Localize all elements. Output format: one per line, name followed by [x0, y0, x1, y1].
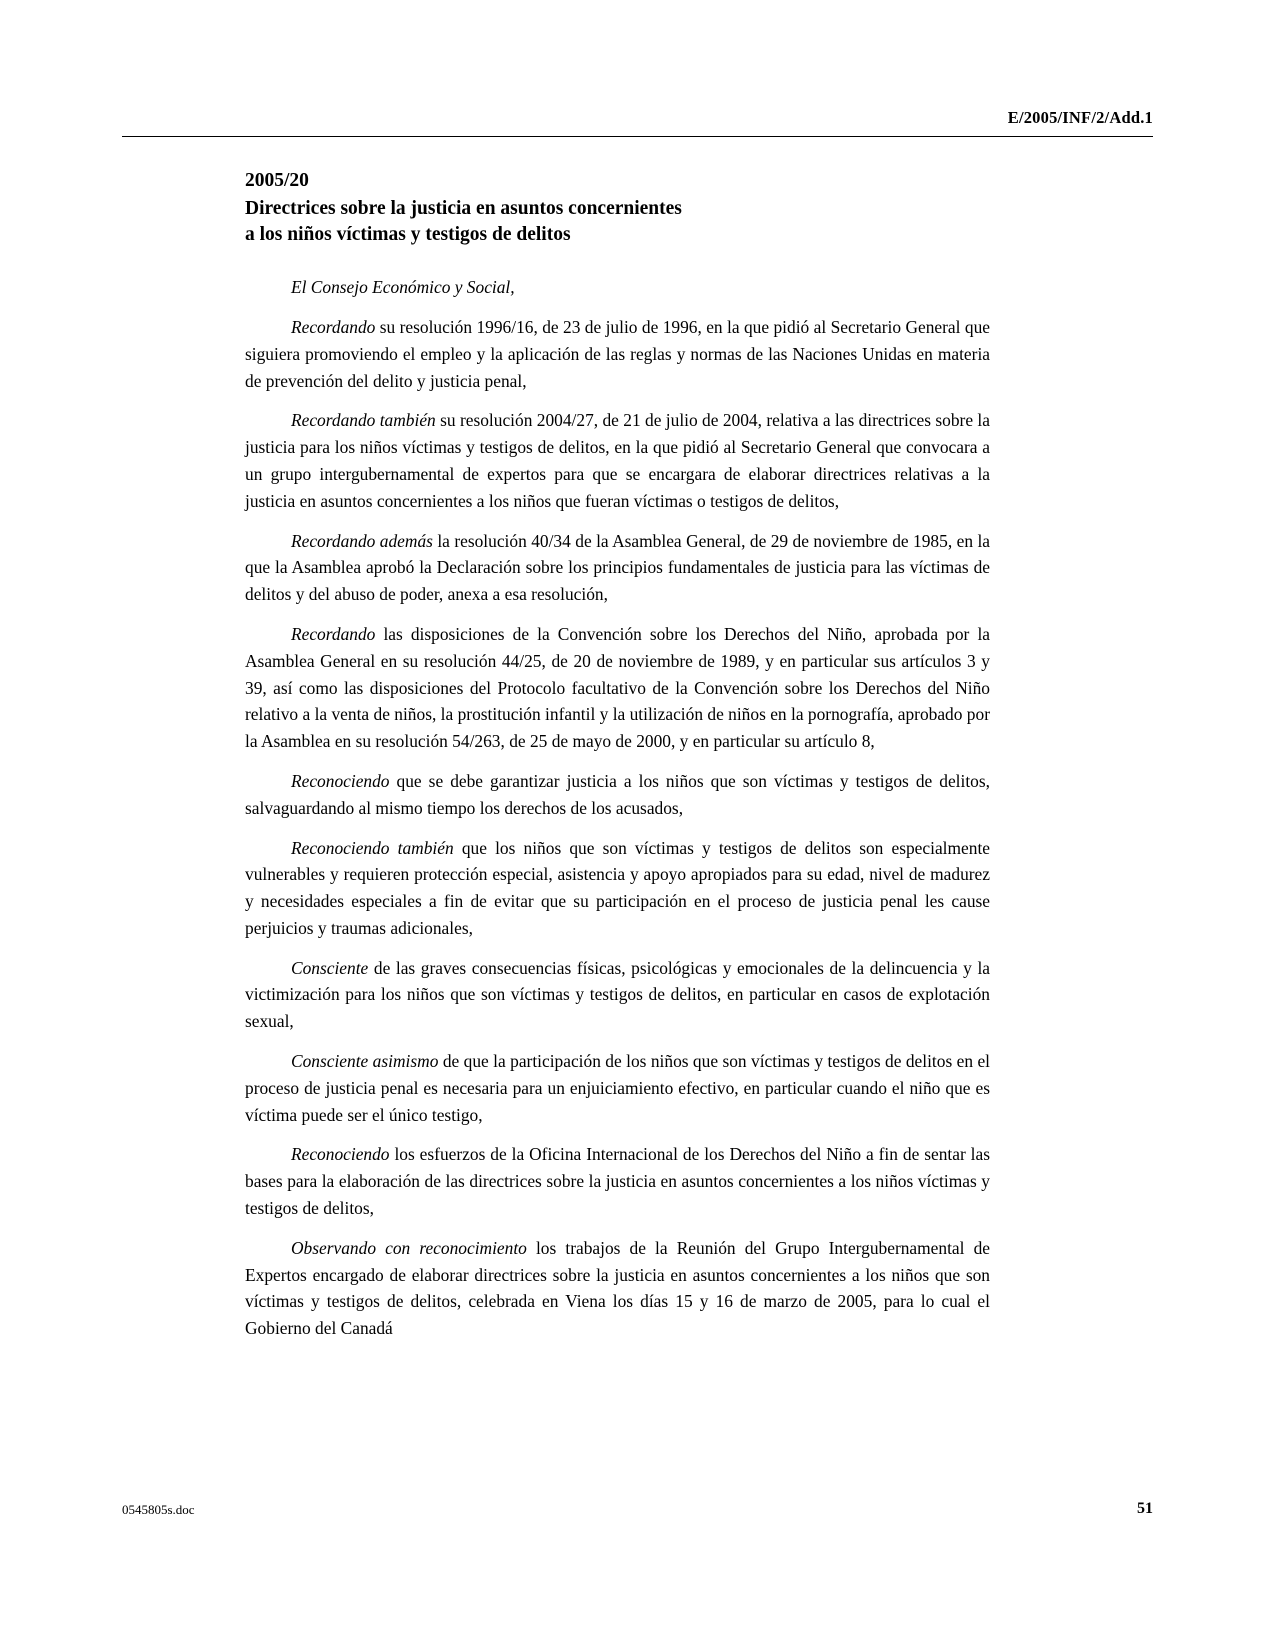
header-divider — [122, 136, 1153, 137]
preamble-paragraph — [245, 1048, 990, 1128]
document-body — [245, 168, 990, 1355]
paragraph-lead: Recordando además — [291, 530, 433, 551]
paragraph-text: de las graves consecuencias físicas, psicológicas y emocionales de la delincuencia y la victimización para los niños que son víctimas y testigos de delitos, en particular en casos de explotación sexual, — [245, 957, 990, 1032]
page-number: 51 — [1137, 1500, 1153, 1517]
preamble-paragraph — [245, 1141, 990, 1221]
footer-doc-id: 0545805s.doc — [122, 1502, 195, 1517]
preamble-paragraph — [245, 528, 990, 608]
paragraph-lead: Consciente — [291, 957, 369, 978]
paragraph-lead: Recordando también — [291, 410, 436, 431]
title-line-1: Directrices sobre la justicia en asuntos concernientes — [245, 198, 682, 220]
organ-name: El Consejo Económico y Social, — [291, 277, 515, 298]
preamble-paragraph — [245, 768, 990, 822]
preamble-paragraph — [245, 621, 990, 755]
paragraph-text: que se debe garantizar justicia a los niños que son víctimas y testigos de delitos, salvaguardando al mismo tiempo los derechos de los acusados, — [245, 770, 990, 818]
paragraph-lead: Recordando — [291, 623, 376, 644]
paragraph-lead: Consciente asimismo — [291, 1051, 439, 1072]
document-symbol: E/2005/INF/2/Add.1 — [1007, 108, 1153, 127]
paragraph-lead: Reconociendo también — [291, 837, 454, 858]
page-title — [245, 196, 990, 248]
paragraph-text: de que la participación de los niños que son víctimas y testigos de delitos en el proceso de justicia penal es necesaria para un enjuiciamiento efectivo, en particular cuando el niño que es víctima puede ser el único testigo, — [245, 1051, 991, 1125]
preamble-paragraph — [245, 314, 990, 394]
preamble-paragraph — [245, 1235, 990, 1342]
paragraph-text: que los niños que son víctimas y testigos de delitos son especialmente vulnerables y requieren protección especial, asistencia y apoyo apropiados para su edad, nivel de madurez y necesidades especiales a fin de evitar que su participación en el proceso de justicia penal les cause perjuicios y traumas adicionales, — [245, 837, 990, 938]
paragraph-text: su resolución 2004/27, de 21 de julio de 2004, relativa a las directrices sobre la justicia para los niños víctimas y testigos de delitos, en la que pidió al Secretario General que convocara a un grupo intergubernamental de expertos para que se encargara de elaborar directrices relativas a la justicia en asuntos concernientes a los niños que fueran víctimas o testigos de delitos, — [245, 410, 990, 511]
resolution-number: 2005/20 — [245, 170, 309, 191]
paragraph-text: su resolución 1996/16, de 23 de julio de 1996, en la que pidió al Secretario General que siguiera promoviendo el empleo y la aplicación de las reglas y normas de las Naciones Unidas en materia de prevención del delito y justicia penal, — [245, 316, 990, 391]
paragraph-text: los esfuerzos de la Oficina Internacional de los Derechos del Niño a fin de sentar las bases para la elaboración de las directrices sobre la justicia en asuntos concernientes a los niños víctimas y testigos de delitos, — [245, 1144, 990, 1219]
paragraph-text: las disposiciones de la Convención sobre los Derechos del Niño, aprobada por la Asamblea General en su resolución 44/25, de 20 de noviembre de 1989, y en particular sus artículos 3 y 39, así como las disposiciones del Protocolo facultativo de la Convención sobre los Derechos del Niño relativo a la venta de niños, la prostitución infantil y la utilización de niños en la pornografía, aprobado por la Asamblea en su resolución 54/263, de 25 de mayo de 2000, y en particular su artículo 8, — [245, 623, 990, 752]
paragraph-text: la resolución 40/34 de la Asamblea General, de 29 de noviembre de 1985, en la que la Asamblea aprobó la Declaración sobre los principios fundamentales de justicia para las víctimas de delitos y del abuso de poder, anexa a esa resolución, — [245, 530, 990, 605]
preamble-paragraph — [245, 955, 990, 1035]
preamble-paragraph — [245, 835, 990, 942]
paragraph-lead: Reconociendo — [291, 770, 390, 791]
paragraph-text: los trabajos de la Reunión del Grupo Intergubernamental de Expertos encargado de elaborar directrices sobre la justicia en asuntos concernientes a los niños que son víctimas y testigos de delitos, celebrada en Viena los días 15 y 16 de marzo de 2005, para lo cual el Gobierno del Canadá — [245, 1237, 990, 1339]
paragraph-lead: Observando con reconocimiento — [291, 1237, 527, 1258]
page-footer — [122, 1500, 1153, 1518]
title-line-2: a los niños víctimas y testigos de delitos — [245, 224, 571, 246]
paragraph-lead: Recordando — [291, 316, 376, 337]
page-header — [122, 108, 1153, 137]
paragraph-lead: Reconociendo — [291, 1144, 390, 1165]
preamble-paragraph — [245, 407, 990, 514]
